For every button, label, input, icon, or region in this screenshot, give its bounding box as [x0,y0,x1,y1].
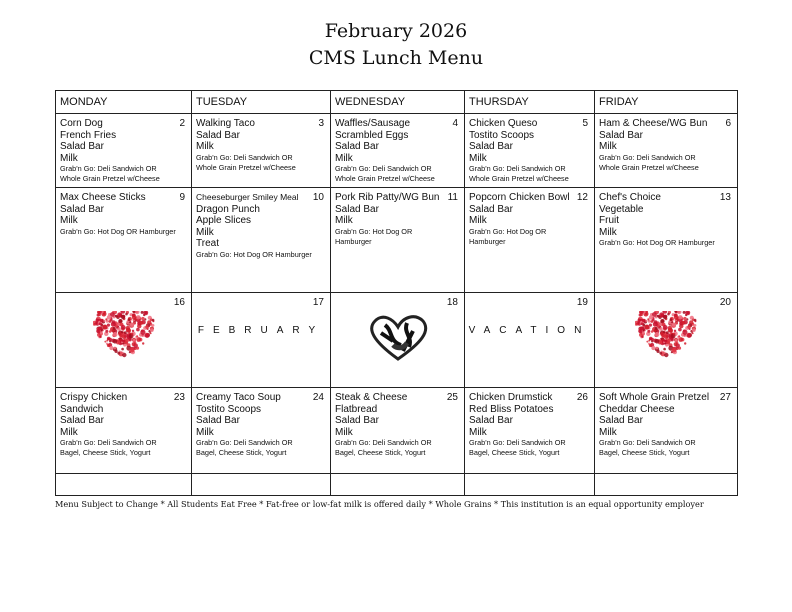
menu-item: Milk [469,215,487,226]
day-cell [192,114,331,188]
menu-item: Salad Bar [469,415,513,426]
day-number: 24 [312,392,324,403]
menu-item: Milk [599,226,617,238]
grab-n-go-option: Hamburger [335,236,372,246]
menu-calendar [55,90,738,496]
grab-n-go-option: Grab'n Go: Deli Sandwich OR [196,152,293,162]
grab-n-go-option: Whole Grain Pretzel w/Cheese [469,174,569,183]
menu-item: Scrambled Eggs [335,129,409,141]
week-row [56,293,738,388]
menu-item: Creamy Taco Soup [196,392,281,403]
empty-week-row [56,474,738,496]
grab-n-go-option: Grab'n Go: Deli Sandwich OR [469,164,566,173]
menu-item: Pork Rib Patty/WG Bun [335,192,440,203]
grab-n-go-option: Grab'n Go: Deli Sandwich OR [335,164,432,173]
first-line [60,192,186,204]
first-line [599,118,732,130]
day-cell [465,114,595,188]
menu-item: Salad Bar [60,415,104,426]
day-cell [192,293,331,388]
first-line [196,118,325,130]
first-line [60,392,186,415]
menu-item: Apple Slices [196,215,252,226]
menu-item: Milk [599,426,617,438]
day-cell [56,114,192,188]
menu-item: Milk [60,152,78,164]
month-title: February 2026 [324,20,468,42]
menu-item: Waffles/Sausage [335,118,411,129]
grab-n-go-option: Hamburger [469,236,506,246]
day-number: 13 [719,192,731,203]
page-title [0,18,792,72]
menu-item: Dragon Punch [196,203,260,215]
day-number: 5 [582,118,588,129]
grab-n-go-option: Grab'n Go: Deli Sandwich OR [599,152,696,162]
day-number: 3 [318,118,324,129]
day-cell [331,188,465,293]
menu-item: Crispy Chicken Sandwich [60,392,128,415]
menu-item: Milk [196,141,214,152]
grab-n-go-option: Grab'n Go: Deli Sandwich OR [599,438,696,447]
day-cell [56,388,192,474]
menu-item: Milk [469,426,487,438]
menu-item: Salad Bar [60,141,104,152]
grab-n-go-option: Bagel, Cheese Stick, Yogurt [60,448,151,457]
day-cell [331,114,465,188]
menu-item: Fruit [599,215,619,226]
grab-n-go-option: Whole Grain Pretzel w/Cheese [196,162,296,172]
menu-item: Soft Whole Grain Pretzel [599,392,710,403]
first-line [469,192,589,204]
day-cell [56,293,192,388]
day-cell [192,388,331,474]
grab-n-go-option: Bagel, Cheese Stick, Yogurt [469,448,560,457]
menu-item: Tostito Scoops [469,129,535,141]
day-number: 12 [576,192,588,203]
menu-item: Chef's Choice [599,192,661,203]
first-line [469,118,589,130]
menu-item: Salad Bar [335,203,379,215]
menu-title: CMS Lunch Menu [308,47,484,69]
day-number: 9 [179,192,185,203]
grab-n-go-option: Grab'n Go: Deli Sandwich OR [469,438,566,447]
day-number: 27 [719,392,731,403]
header-wednesday: WEDNESDAY [331,91,465,114]
day-cell [331,293,465,388]
empty-cell [192,474,331,496]
day-cell [331,388,465,474]
menu-item: Red Bliss Potatoes [469,403,554,415]
menu-item: Treat [196,238,219,249]
day-number: 25 [446,392,458,403]
cell-banner-text: VACATION [468,325,591,336]
week-row [56,388,738,474]
first-line [599,392,732,404]
menu-item: Salad Bar [60,203,104,215]
first-line [469,392,589,404]
grab-n-go-option: Grab'n Go: Deli Sandwich OR [60,164,157,173]
grab-n-go-option: Whole Grain Pretzel w/Cheese [60,174,160,183]
day-number: 16 [173,297,185,308]
menu-item: Chicken Drumstick [469,392,553,403]
grab-n-go-option: Bagel, Cheese Stick, Yogurt [335,448,426,457]
cell-banner-text: FEBRUARY [197,325,325,336]
grab-n-go-option: Grab'n Go: Hot Dog OR Hamburger [60,226,176,236]
day-cell [56,188,192,293]
day-cell [465,388,595,474]
grab-n-go-option: Grab'n Go: Hot Dog OR Hamburger [599,238,715,247]
day-cell [595,293,738,388]
day-number: 10 [312,192,324,203]
grab-n-go-option: Bagel, Cheese Stick, Yogurt [196,448,287,457]
menu-item: Chicken Queso [469,118,538,129]
day-cell [465,293,595,388]
first-line [335,192,459,204]
grab-n-go-option: Grab'n Go: Deli Sandwich OR [196,438,293,447]
grab-n-go-option: Bagel, Cheese Stick, Yogurt [599,448,690,457]
menu-item: Milk [60,426,78,438]
day-cell [465,188,595,293]
week-row [56,114,738,188]
menu-item: Cheddar Cheese [599,403,675,415]
menu-item: French Fries [60,129,117,141]
day-number: 23 [173,392,185,403]
menu-item: Salad Bar [196,129,240,141]
week-row [56,188,738,293]
menu-item: Vegetable [599,203,644,215]
menu-item: Milk [60,215,78,226]
grab-n-go-option: Whole Grain Pretzel w/Cheese [599,162,699,172]
menu-item: Milk [335,152,353,164]
header-monday: MONDAY [56,91,192,114]
day-number: 6 [725,118,731,129]
empty-cell [595,474,738,496]
empty-cell [331,474,465,496]
day-cell [595,114,738,188]
day-number: 2 [179,118,185,129]
menu-item: Corn Dog [60,118,103,129]
menu-item: Salad Bar [335,141,379,152]
first-line [335,392,459,415]
menu-item: Salad Bar [469,141,513,152]
menu-item: Milk [335,426,353,438]
first-line [196,192,325,204]
menu-item: Tostito Scoops [196,403,262,415]
menu-item: Milk [196,426,214,438]
grab-n-go-option: Grab'n Go: Hot Dog OR [469,226,547,236]
day-number: 26 [576,392,588,403]
first-line [599,192,732,204]
menu-item: Salad Bar [196,415,240,426]
day-number: 19 [576,297,588,308]
menu-item: Walking Taco [196,118,255,129]
header-friday: FRIDAY [595,91,738,114]
grab-n-go-option: Grab'n Go: Hot Dog OR [335,226,413,236]
first-line [60,118,186,130]
first-line [335,118,459,130]
header-tuesday: TUESDAY [192,91,331,114]
sketch-heart-icon [363,311,433,370]
day-number: 18 [446,297,458,308]
menu-item: Milk [196,226,214,238]
menu-item: Milk [599,141,617,152]
menu-item: Steak & Cheese Flatbread [335,392,408,415]
header-thursday: THURSDAY [465,91,595,114]
day-number: 11 [447,192,458,203]
menu-item: Salad Bar [469,203,513,215]
footer-note: Menu Subject to Change * All Students Eat Free * Fat-free or low-fat milk is offered daily * Whole Grains * This institution is an equal opportunity employer [55,499,704,509]
menu-item: Salad Bar [599,415,643,426]
day-number: 17 [312,297,324,308]
day-header-row [56,91,738,114]
menu-item: Milk [469,152,487,164]
heart-icon [93,311,155,374]
menu-item: Salad Bar [335,415,379,426]
menu-item: Milk [335,215,353,226]
grab-n-go-option: Whole Grain Pretzel w/Cheese [335,174,435,183]
menu-item: Cheeseburger Smiley Meal [196,192,299,202]
grab-n-go-option: Grab'n Go: Hot Dog OR Hamburger [196,249,312,259]
day-number: 4 [452,118,458,129]
menu-item: Max Cheese Sticks [60,192,146,203]
day-number: 20 [719,297,731,308]
menu-item: Popcorn Chicken Bowl [469,192,570,203]
heart-icon [635,311,697,374]
day-cell [595,188,738,293]
first-line [196,392,325,404]
day-cell [595,388,738,474]
menu-item: Salad Bar [599,129,643,141]
grab-n-go-option: Grab'n Go: Deli Sandwich OR [60,438,157,447]
day-cell [192,188,331,293]
grab-n-go-option: Grab'n Go: Deli Sandwich OR [335,438,432,447]
empty-cell [465,474,595,496]
empty-cell [56,474,192,496]
menu-item: Ham & Cheese/WG Bun [599,118,708,129]
